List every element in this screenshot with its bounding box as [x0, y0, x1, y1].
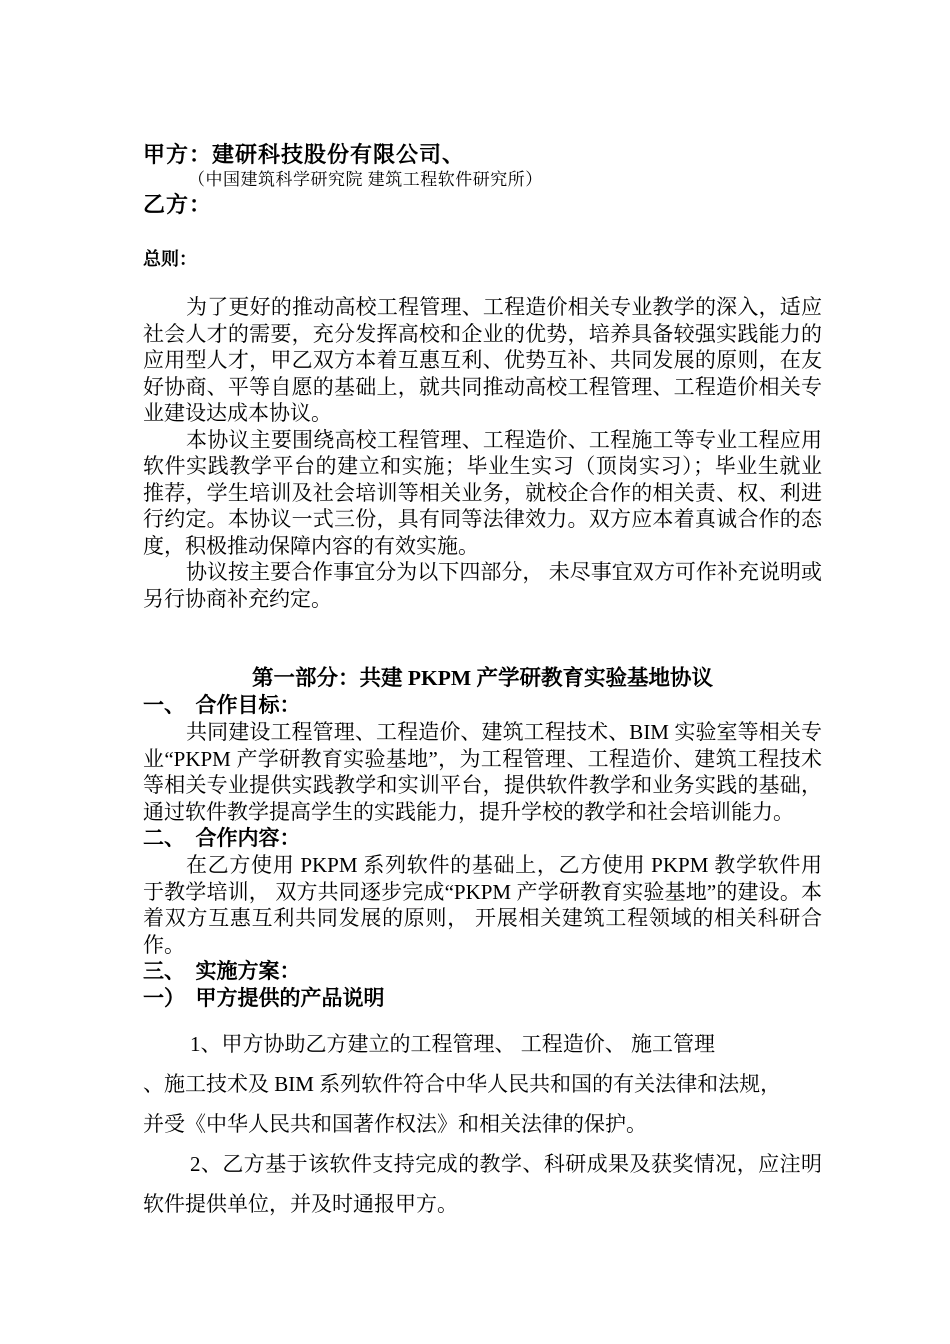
document-content: [143, 141, 822, 1224]
party-a-line: [143, 141, 822, 169]
party-a-subtitle: （中国建筑科学研究院 建筑工程软件研究所）: [188, 170, 543, 189]
section1-heading-cooperation-goals: 一、 合作目标：: [143, 693, 301, 717]
product-item-2: 2、乙方基于该软件支持完成的教学、科研成果及获奖情况，应注明软件提供单位，并及时通报甲方。: [143, 1152, 822, 1216]
section1-body: 共同建设工程管理、工程造价、建筑工程技术、BIM 实验室等相关专业“PKPM 产学研教育实验基地”，为工程管理、工程造价、建筑工程技术等相关专业提供实践教学和实训平台，提供软件教学和业务实践的基础，通过软件教学提高学生的实践能力，提升学校的教学和社会培训能力。: [143, 720, 822, 824]
section2-heading-cooperation-content: 二、 合作内容：: [143, 826, 301, 850]
section3-heading-implementation-plan: 三、 实施方案：: [143, 959, 301, 983]
general-paragraphs: [143, 294, 822, 612]
section3-subheading-party-a-products: 一） 甲方提供的产品说明: [143, 986, 385, 1010]
party-a-name: 建研科技股份有限公司、: [212, 142, 466, 167]
general-paragraph-3: 协议按主要合作事宜分为以下四部分， 未尽事宜双方可作补充说明或另行协商补充约定。: [143, 560, 822, 611]
general-paragraph-1: 为了更好的推动高校工程管理、工程造价相关专业教学的深入，适应社会人才的需要，充分发挥高校和企业的优势，培养具备较强实践能力的应用型人才，甲乙双方本着互惠互利、优势互补、共同发展的原则，在友好协商、平等自愿的基础上，就共同推动高校工程管理、工程造价相关专业建设达成本协议。: [143, 295, 822, 425]
part1-title: 第一部分：共建 PKPM 产学研教育实验基地协议: [251, 666, 714, 690]
product-item-1: 1、甲方协助乙方建立的工程管理、 工程造价、 施工管理 、施工技术及 BIM 系列软件符合中华人民共和国的有关法律和法规， 并受《中华人民共和国著作权法》和相关法律的保护。: [143, 1032, 782, 1136]
party-b-line: 乙方：: [143, 192, 213, 217]
party-a-label: 甲方：: [143, 142, 213, 167]
section2-body: 在乙方使用 PKPM 系列软件的基础上，乙方使用 PKPM 教学软件用于教学培训， 双方共同逐步完成“PKPM 产学研教育实验基地”的建设。本着双方互惠互利共同发展的原则， 开展相关建筑工程领域的相关科研合作。: [143, 853, 822, 957]
general-rules-heading: 总则：: [143, 249, 197, 269]
general-paragraph-2: 本协议主要围绕高校工程管理、工程造价、工程施工等专业工程应用软件实践教学平台的建立和实施；毕业生实习（顶岗实习）；毕业生就业推荐，学生培训及社会培训等相关业务，就校企合作的相关责、权、利进行约定。本协议一式三份，具有同等法律效力。双方应本着真诚合作的态度，积极推动保障内容的有效实施。: [143, 427, 822, 558]
